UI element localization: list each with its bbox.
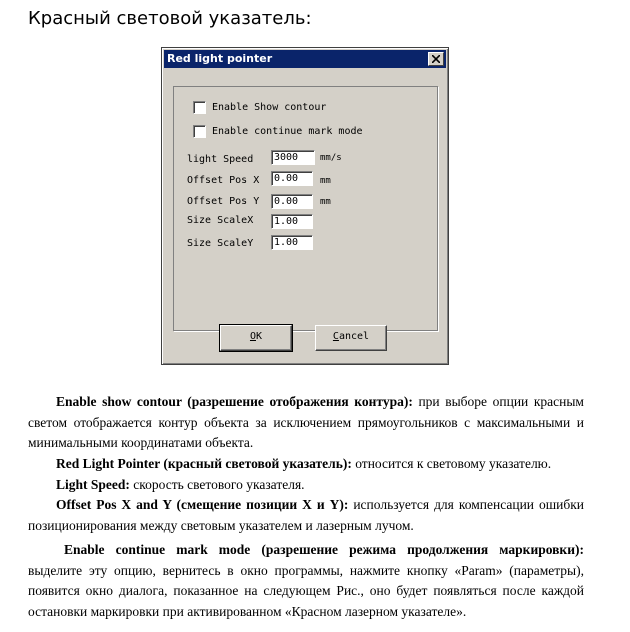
enable-continue-mark-mode-checkbox[interactable] <box>193 125 363 138</box>
ok-mnemonic: O <box>249 331 256 342</box>
paragraph-offset-pos <box>28 495 584 536</box>
checkbox-box[interactable] <box>193 101 206 114</box>
term-open: (разрешение режима продолжения маркировки): <box>250 542 584 557</box>
light-speed-input[interactable]: 3000 <box>271 150 315 165</box>
ok-button[interactable] <box>220 325 292 351</box>
description: при выборе опции красным светом отображается контур объекта за исключением прямоугольников с максимальными и минимальными координатами объекта. <box>28 394 584 450</box>
light-speed-label: light Speed <box>187 154 254 165</box>
cancel-button[interactable] <box>315 325 387 351</box>
term-open: (красный световой указатель): <box>160 456 352 471</box>
term-and: и <box>311 497 330 512</box>
description: скорость светового указателя. <box>129 477 305 492</box>
term-open: (разрешение отображения контура): <box>181 394 413 409</box>
cancel-label-rest: ancel <box>338 331 370 342</box>
paragraph-red-light-pointer <box>28 454 584 475</box>
size-scale-x-input[interactable]: 1.00 <box>271 214 313 229</box>
red-light-pointer-dialog <box>161 47 449 365</box>
paragraph-enable-continue-mark-mode <box>28 540 584 622</box>
description: используется для компенсации ошибки позиционирования между световым указателем и лазерным лучом. <box>28 497 584 533</box>
term-x: X <box>302 497 312 512</box>
size-scale-y-label: Size ScaleY <box>187 238 254 249</box>
offset-pos-x-label: Offset Pos X <box>187 175 260 186</box>
close-icon <box>432 55 440 63</box>
ok-label-rest: K <box>256 331 263 342</box>
paragraph-light-speed <box>28 475 584 496</box>
close-button[interactable] <box>428 52 444 66</box>
offset-pos-x-input[interactable]: 0.00 <box>271 171 313 186</box>
paragraph-enable-show-contour <box>28 392 584 454</box>
offset-pos-y-label: Offset Pos Y <box>187 196 260 207</box>
term: Red Light Pointer <box>56 456 160 471</box>
checkbox-box[interactable] <box>193 125 206 138</box>
description: выделите эту опцию, вернитесь в окно программы, нажмите кнопку «Param» (параметры), появится окно диалога, показанное на следующем Рис., оно будет появляться после каждой остановки маркировки при активированном «Красном лазерном указателе». <box>28 562 584 619</box>
checkbox-label: Enable continue mark mode <box>212 126 363 137</box>
term: Enable show contour <box>56 394 182 409</box>
offset-pos-x-unit: mm <box>320 176 331 186</box>
term-a: (смещение позиции <box>171 497 303 512</box>
size-scale-x-label: Size ScaleX <box>187 215 254 226</box>
term: Enable continue mark mode <box>64 542 251 557</box>
dialog-titlebar <box>164 50 446 68</box>
description: относится к световому указателю. <box>351 456 552 471</box>
cancel-mnemonic: C <box>332 331 339 342</box>
offset-pos-y-unit: mm <box>320 197 331 207</box>
light-speed-unit: mm/s <box>320 153 342 163</box>
size-scale-y-input[interactable]: 1.00 <box>271 235 313 250</box>
term-y: Y <box>329 497 340 512</box>
offset-pos-y-input[interactable]: 0.00 <box>271 194 313 209</box>
dialog-title: Red light pointer <box>167 52 273 65</box>
checkbox-label: Enable Show contour <box>212 102 327 113</box>
page-heading: Красный световой указатель: <box>28 8 312 29</box>
term: Offset Pos X and Y <box>56 497 172 512</box>
enable-show-contour-checkbox[interactable] <box>193 101 326 114</box>
term-close: ): <box>339 497 349 512</box>
term: Light Speed: <box>56 477 130 492</box>
